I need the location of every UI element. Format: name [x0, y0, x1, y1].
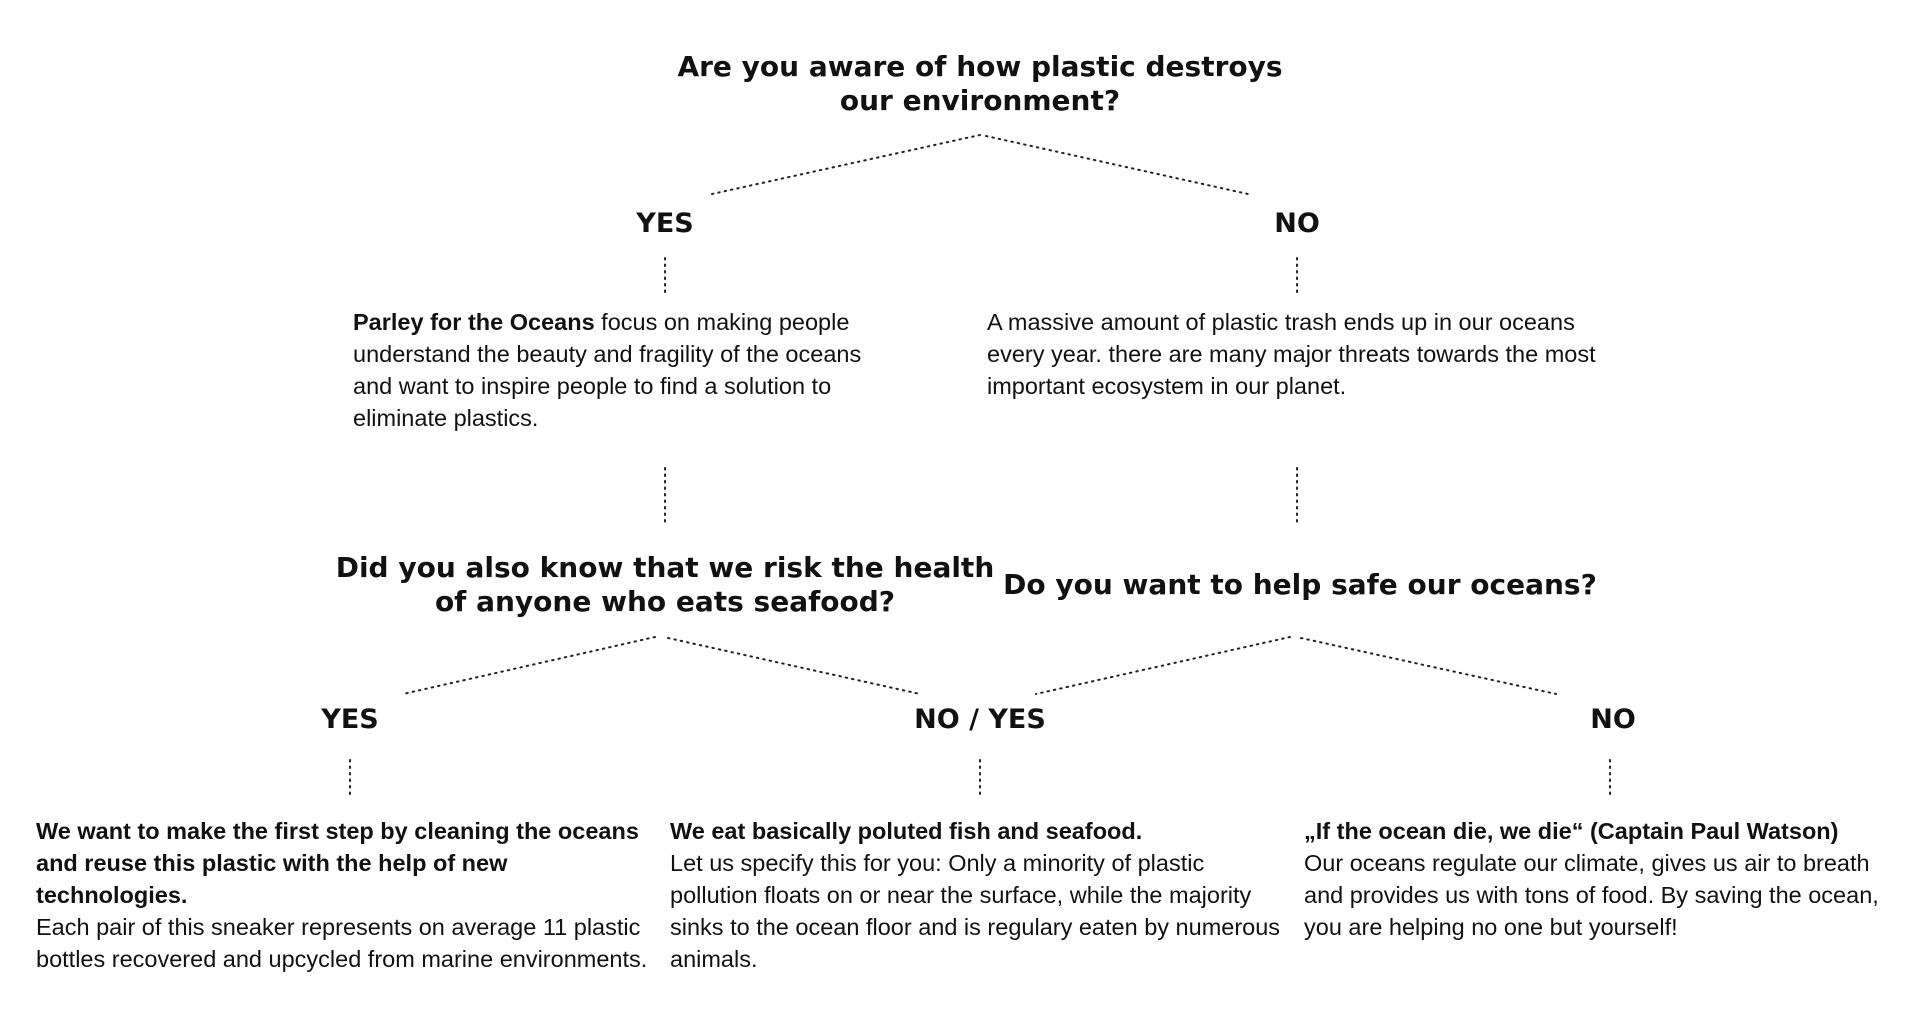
question-seafood-health: Did you also know that we risk the health of anyone who eats seafood?: [335, 551, 995, 618]
connector-seafood-to-yes: [403, 637, 655, 694]
outcome-quote-description: Our oceans regulate our climate, gives us air to breath and provides us with tons of food. By saving the ocean, you are helping no one but yourself!: [1304, 850, 1879, 940]
yes-branch-text: [353, 306, 873, 434]
answer-no-help: NO: [1590, 704, 1636, 735]
answer-yes-seafood: YES: [321, 704, 379, 735]
yes-branch-description: focus on making people understand the beauty and fragility of the oceans and want to inspire people to find a solution to eliminate plastics.: [353, 309, 862, 431]
no-branch-text: A massive amount of plastic trash ends up in our oceans every year. there are many major threats towards the most important ecosystem in our planet.: [987, 309, 1596, 399]
answer-yes-main: YES: [636, 208, 694, 239]
parley-name: Parley for the Oceans: [353, 309, 595, 335]
connector-help-to-noyes: [1036, 637, 1290, 694]
outcome-polluted-text: [670, 815, 1290, 975]
outcome-cleaning-description: Each pair of this sneaker represents on average 11 plastic bottles recovered and upcycled from marine environments.: [36, 914, 648, 972]
outcome-cleaning-lead: We want to make the first step by cleaning the oceans and reuse this plastic with the help of new technologies.: [36, 818, 639, 908]
connector-seafood-to-noyes: [668, 638, 920, 694]
question-help-oceans: Do you want to help safe our oceans?: [1003, 568, 1597, 601]
answer-no-yes: NO / YES: [914, 704, 1046, 735]
outcome-quote-lead: „If the ocean die, we die“ (Captain Paul Watson): [1304, 818, 1839, 844]
outcome-cleaning-text: [36, 815, 656, 975]
answer-no-main: NO: [1274, 208, 1320, 239]
connector-main-to-yes: [712, 135, 980, 194]
connector-main-to-no: [986, 136, 1248, 194]
connector-help-to-no: [1301, 638, 1556, 694]
outcome-polluted-lead: We eat basically poluted fish and seafood.: [670, 818, 1143, 844]
outcome-quote-text: [1304, 815, 1904, 943]
outcome-polluted-description: Let us specify this for you: Only a minority of plastic pollution floats on or near the surface, while the majority sinks to the ocean floor and is regulary eaten by numerous animals.: [670, 850, 1281, 972]
question-plastic-environment: Are you aware of how plastic destroys our environment?: [677, 50, 1283, 117]
